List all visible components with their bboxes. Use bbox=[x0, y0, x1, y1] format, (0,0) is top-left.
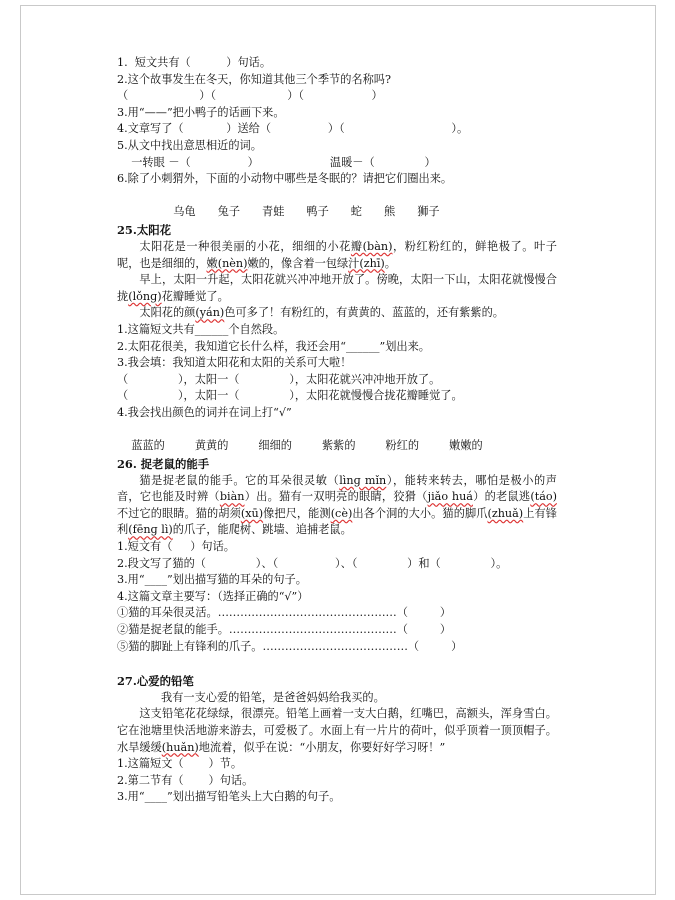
s24-q1: 1. 短文共有（ ）句话。 bbox=[117, 56, 272, 69]
animal-item: 熊 bbox=[384, 205, 396, 219]
s26-option-1: ①猫的耳朵很灵活。…………………………………………（ ） bbox=[117, 606, 452, 620]
s27-q2: 2.第二节有（ ）句话。 bbox=[117, 773, 254, 787]
s24-q2-blanks: （ ）（ ）（ ） bbox=[117, 89, 383, 103]
s27-q1: 1.这篇短文（ ）节。 bbox=[117, 757, 243, 771]
s24-q4: 4.文章写了（ ）送给（ ）（ ）。 bbox=[117, 122, 469, 136]
animal-list bbox=[117, 188, 557, 219]
color-word: 嫩嫩的 bbox=[449, 439, 483, 453]
s26-q2: 2.段文写了猫的（ ）、（ ）、（ ）和（ ）。 bbox=[117, 556, 508, 570]
s27-q3: 3.用“____”划出描写铅笔头上大白鹅的句子。 bbox=[117, 790, 341, 804]
s25-paragraph-3: 太阳花的颜(yán)色可多了！有粉红的，有黄黄的、蓝蓝的，还有紫紫的。 bbox=[139, 306, 504, 320]
s25-q3-line1: （ ），太阳一（ ），太阳花就兴冲冲地开放了。 bbox=[117, 372, 441, 386]
s25-q4: 4.我会找出颜色的词并在词上打“√” bbox=[117, 405, 292, 419]
animal-item: 狮子 bbox=[417, 205, 440, 219]
s25-q2: 2.太阳花很美，我知道它长什么样，我还会用“______”划出来。 bbox=[117, 339, 430, 353]
animal-item: 青蛙 bbox=[262, 205, 285, 219]
s26-option-3: ⑤猫的脚趾上有锋利的爪子。…………………………………（ ） bbox=[117, 639, 463, 653]
color-word: 细细的 bbox=[258, 439, 292, 453]
s25-q3: 3.我会填：我知道太阳花和太阳的关系可大啦！ bbox=[117, 356, 352, 370]
section-title-26: 26. 捉老鼠的能手 bbox=[117, 457, 210, 472]
animal-item: 蛇 bbox=[350, 205, 362, 219]
s26-q1: 1.短文有（ ）句话。 bbox=[117, 540, 235, 554]
s25-paragraph-1: 太阳花是一种很美丽的小花，细细的小花瓣(bàn)，粉红粉红的，鲜艳极了。叶子呢，也是细细的，嫩(nèn)嫩的，像含着一包绿汁(zhī)。 bbox=[117, 239, 557, 270]
s26-q4: 4.这篇文章主要写：（选择正确的“√”） bbox=[117, 589, 309, 603]
s25-paragraph-2: 早上，太阳一升起，太阳花就兴冲冲地开放了。傍晚，太阳一下山，太阳花就慢慢合拢(lǒnɡ)花瓣睡觉了。 bbox=[117, 273, 557, 303]
s26-q3: 3.用“____”划出描写猫的耳朵的句子。 bbox=[117, 573, 307, 587]
animal-item: 兔子 bbox=[217, 205, 241, 219]
s25-q3-line2: （ ），太阳一（ ），太阳花就慢慢合拢花瓣睡觉了。 bbox=[117, 389, 463, 403]
s26-option-2: ②猫是捉老鼠的能手。………………………………………（ ） bbox=[117, 623, 452, 636]
color-word-list bbox=[117, 421, 557, 453]
s27-paragraph-1: 我有一支心爱的铅笔，是爸爸妈妈给我买的。 bbox=[161, 690, 385, 704]
section-title-25: 25.太阳花 bbox=[117, 223, 171, 238]
s24-q2: 2.这个故事发生在冬天，你知道其他三个季节的名称吗? bbox=[117, 72, 391, 86]
s24-q5: 5.从文中找出意思相近的词。 bbox=[117, 138, 262, 152]
s24-q5-pairs: 一转眼 －（ ） 温暖－（ ） bbox=[117, 155, 436, 169]
s27-paragraph-2: 这支铅笔花花绿绿，很漂亮。铅笔上画着一支大白鹅，红嘴巴，高额头，浑身雪白。它在池塘里快活地游来游去，可爱极了。水面上有一片片的荷叶，似乎顶着一顶顶帽子。水旱缓缓(huǎn)地流着，似乎在说：“小朋友，你要好好学习呀！” bbox=[117, 707, 557, 754]
color-word: 蓝蓝的 bbox=[131, 439, 165, 453]
section-title-27: 27.心爱的铅笔 bbox=[117, 674, 194, 689]
color-word: 粉红的 bbox=[385, 439, 420, 453]
s25-q1: 1.这篇短文共有______个自然段。 bbox=[117, 322, 285, 336]
color-word: 紫紫的 bbox=[321, 439, 356, 453]
worksheet-content bbox=[117, 55, 557, 806]
animal-item: 乌龟 bbox=[173, 205, 196, 219]
s26-paragraph-1: 猫是捉老鼠的能手。它的耳朵很灵敏（lìnɡ mǐn），能转来转去，哪怕是极小的声音，它也能及时辨（biàn）出。猫有一双明亮的眼睛，狡猾（jiǎo huá）的老鼠逃(táo)不过它的眼睛。猫的胡须(xū)像把尺，能测(cè)出各个洞的大小。猫的脚爪(zhuǎ)上有锋利(fēnɡ lì)的爪子，能爬树、跳墙、追捕老鼠。 bbox=[117, 473, 557, 537]
color-word: 黄黄的 bbox=[194, 439, 229, 453]
animal-item: 鸭子 bbox=[306, 205, 329, 219]
s24-q3: 3.用“——”把小鸭子的话画下来。 bbox=[117, 105, 285, 119]
s24-q6: 6.除了小刺猬外，下面的小动物中哪些是冬眠的？请把它们圈出来。 bbox=[117, 172, 453, 186]
